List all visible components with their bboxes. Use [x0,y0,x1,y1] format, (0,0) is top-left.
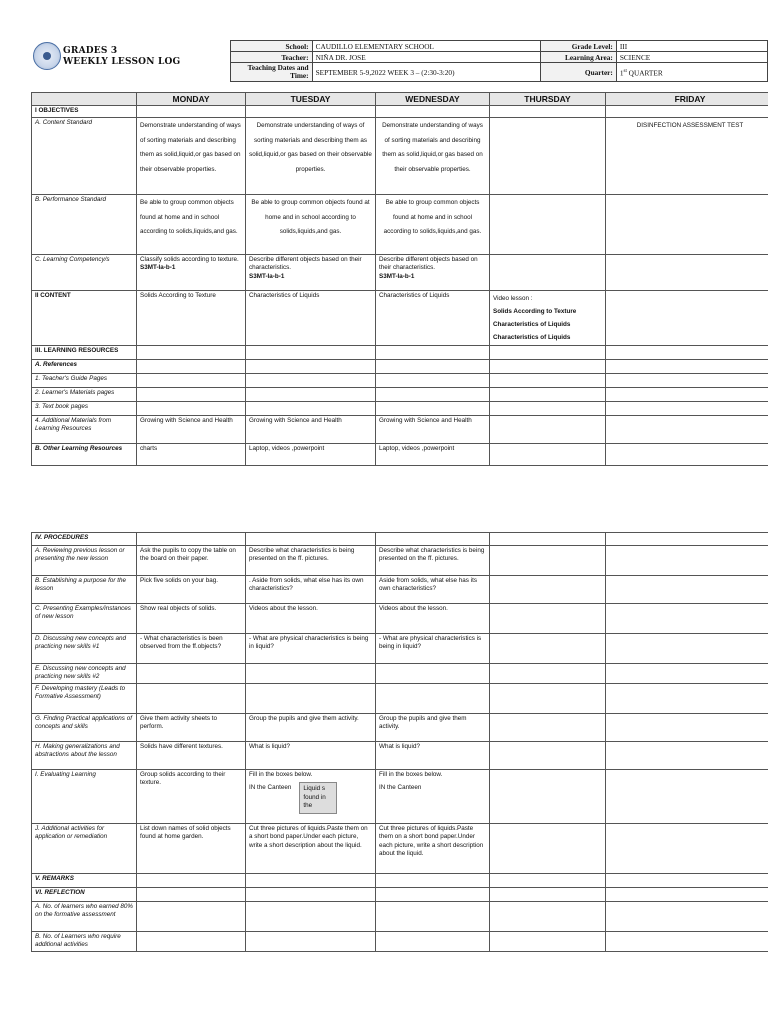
cell-wed: Describe what characteristics is being presented on the ff. pictures. [376,546,490,576]
cell-wed: Demonstrate understanding of ways of sorting materials and describing them as solid,liquid,or gas based on their observable properties. [376,118,490,195]
row-label: B. Other Learning Resources [32,444,137,466]
cell-wed: Characteristics of Liquids [376,291,490,346]
procedures-heading: IV. PROCEDURES [32,533,137,546]
area-label: Learning Area: [541,52,617,63]
table-row [32,416,768,444]
table-row [32,118,768,195]
day-friday: FRIDAY [606,93,768,106]
cell-mon: Show real objects of solids. [137,604,246,634]
cell-wed: Aside from solids, what else has its own characteristics? [376,576,490,604]
row-label: C. Presenting Examples/instances of new lesson [32,604,137,634]
table-row [32,742,768,770]
cell-tue: Laptop, videos ,powerpoint [246,444,376,466]
cell-mon: Classify solids according to texture. S3MT-Ia-b-1 [137,255,246,291]
table-row [32,824,768,874]
cell-mon: - What characteristics is been observed from the ff.objects? [137,634,246,664]
cell-tue: Growing with Science and Health [246,416,376,444]
cell-mon: Be able to group common objects found at home and in school according to solids,liquids,and gas. [137,195,246,255]
row-label: G. Finding Practical applications of concepts and skills [32,714,137,742]
references-label: A. References [32,360,137,374]
day-monday: MONDAY [137,93,246,106]
cell-mon: Give them activity sheets to perform. [137,714,246,742]
dates-label: Teaching Dates and Time: [231,63,313,82]
cell-tue: Cut three pictures of liquids.Paste them on a short bond paper.Under each picture, write a short description about the liquid. [246,824,376,874]
day-thursday: THURSDAY [490,93,606,106]
table-row [32,444,768,466]
row-label: B. Establishing a purpose for the lesson [32,576,137,604]
remarks-heading: V. REMARKS [32,874,137,888]
row-label: J. Additional activities for application or remediation [32,824,137,874]
cell-tue: Describe what characteristics is being presented on the ff. pictures. [246,546,376,576]
textbook-label: 3. Text book pages [32,402,137,416]
teacher-value: NIÑA DR. JOSE [312,52,541,63]
teacher-label: Teacher: [231,52,313,63]
table-row [32,664,768,684]
cell-tue: Group the pupils and give them activity. [246,714,376,742]
cell-mon: charts [137,444,246,466]
row-label: 4. Additional Materials from Learning Resources [32,416,137,444]
cell-mon: Ask the pupils to copy the table on the board on their paper. [137,546,246,576]
row-label: C. Learning Competency/s [32,255,137,291]
cell-wed: Be able to group common objects found at home and in school according to solids,liquids,and gas. [376,195,490,255]
cell-tue: What is liquid? [246,742,376,770]
cell-tue: Videos about the lesson. [246,604,376,634]
quarter-label: Quarter: [541,63,617,82]
cell-wed: What is liquid? [376,742,490,770]
cell-mon: Growing with Science and Health [137,416,246,444]
liquids-fill-box: Liquid s found in the [299,782,337,814]
row-label: A. Content Standard [32,118,137,195]
cell-mon: Group solids according to their texture. [137,770,246,824]
cell-wed: Laptop, videos ,powerpoint [376,444,490,466]
row-label: A. Reviewing previous lesson or presenting the new lesson [32,546,137,576]
day-wednesday: WEDNESDAY [376,93,490,106]
cell-wed: Describe different objects based on their characteristics. S3MT-Ia-b-1 [376,255,490,291]
row-label: F. Developing mastery (Leads to Formative Assessment) [32,684,137,714]
resources-heading: III. LEARNING RESOURCES [32,346,137,360]
cell-mon: List down names of solid objects found at home garden. [137,824,246,874]
table-row [32,770,768,824]
cell-tue: Describe different objects based on their characteristics. S3MT-Ia-b-1 [246,255,376,291]
cell-tue: Demonstrate understanding of ways of sorting materials and describing them as solid,liquid,or gas based on their observable properties. [246,118,376,195]
cell-mon: Solids According to Texture [137,291,246,346]
school-value: CAUDILLO ELEMENTARY SCHOOL [312,41,541,52]
cell-tue: Be able to group common objects found at home and in school according to solids,liquids,and gas. [246,195,376,255]
table-row [32,546,768,576]
cell-fri: DISINFECTION ASSESSMENT TEST [606,118,768,195]
cell-tue: Fill in the boxes below. IN the Canteen Liquid s found in the [246,770,376,824]
cell-mon: Pick five solids on your bag. [137,576,246,604]
content-heading: II CONTENT [32,291,137,346]
dates-value: SEPTEMBER 5-9,2022 WEEK 3 – (2:30-3:20) [312,63,541,82]
lm-label: 2. Learner's Materials pages [32,388,137,402]
header-info-table [230,40,768,82]
cell-mon: Solids have different textures. [137,742,246,770]
cell-mon: Demonstrate understanding of ways of sorting materials and describing them as solid,liquid,or gas based on their observable properties. [137,118,246,195]
objectives-heading: I OBJECTIVES [32,106,137,118]
grade-label: Grade Level: [541,41,617,52]
table-row [32,604,768,634]
school-label: School: [231,41,313,52]
area-value: SCIENCE [616,52,767,63]
quarter-value: 1st QUARTER [616,63,767,82]
objectives-table [31,92,768,466]
reflection-a-label: A. No. of learners who earned 80% on the formative assessment [32,902,137,932]
document-title [63,46,180,68]
cell-wed: - What are physical characteristics is being in liquid? [376,634,490,664]
table-row [32,684,768,714]
cell-thu [490,118,606,195]
row-label: E. Discussing new concepts and practicing new skills #2 [32,664,137,684]
row-label: B. Performance Standard [32,195,137,255]
reflection-heading: VI. REFLECTION [32,888,137,902]
day-tuesday: TUESDAY [246,93,376,106]
procedures-table [31,532,768,952]
table-row [32,714,768,742]
row-label: I. Evaluating Learning [32,770,137,824]
reflection-b-label: B. No. of Learners who require additional activities [32,932,137,952]
title-line-2: WEEKLY LESSON LOG [63,57,181,67]
cell-tue: - What are physical characteristics is being in liquid? [246,634,376,664]
cell-tue: Characteristics of Liquids [246,291,376,346]
cell-thu: Video lesson : Solids According to Texture Characteristics of Liquids Characteristics of Liquids [490,291,606,346]
day-header-row [32,93,768,106]
cell-wed: Videos about the lesson. [376,604,490,634]
tg-label: 1. Teacher's Guide Pages [32,374,137,388]
row-label: H. Making generalizations and abstractions about the lesson [32,742,137,770]
table-row [32,195,768,255]
title-line-1: GRADES 3 [63,46,118,56]
cell-wed: Cut three pictures of liquids.Paste them on a short bond paper.Under each picture, write a short description about the liquid. [376,824,490,874]
grade-value: III [616,41,767,52]
table-row [32,634,768,664]
cell-wed: Growing with Science and Health [376,416,490,444]
table-row [32,576,768,604]
table-row [32,255,768,291]
row-label: D. Discussing new concepts and practicing new skills #1 [32,634,137,664]
cell-wed: Group the pupils and give them activity. [376,714,490,742]
deped-seal-logo [33,42,61,70]
cell-wed: Fill in the boxes below. IN the Canteen [376,770,490,824]
cell-tue: . Aside from solids, what else has its own characteristics? [246,576,376,604]
table-row [32,291,768,346]
